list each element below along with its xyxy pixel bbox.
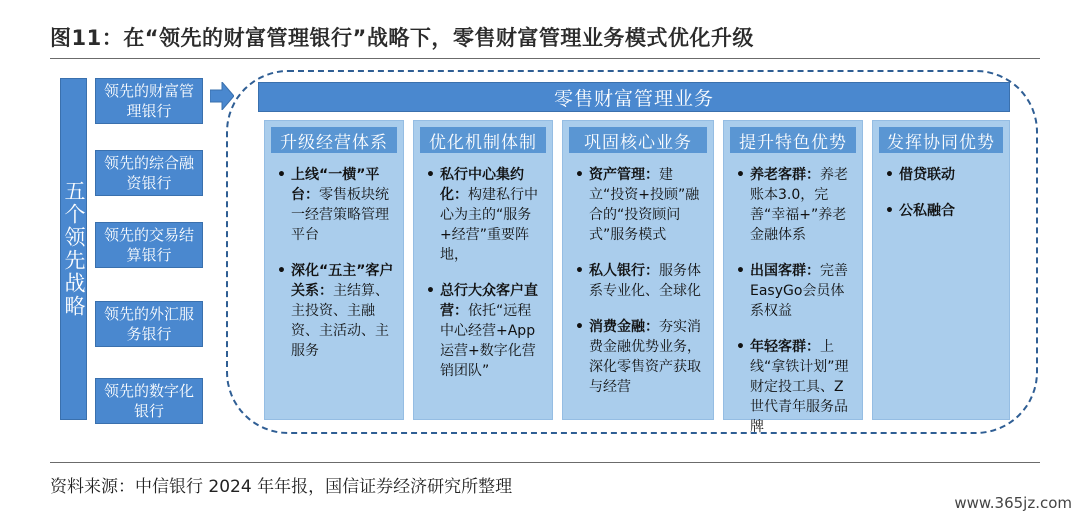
bank-box-financing: 领先的综合融资银行 xyxy=(95,150,203,196)
main-header-bar: 零售财富管理业务 xyxy=(258,82,1010,112)
list-item xyxy=(736,337,854,437)
item-title: 深化“五主”客户关系： xyxy=(291,263,394,299)
list-item xyxy=(426,165,544,265)
item-title: 私人银行： xyxy=(589,263,659,279)
column-synergy-advantage xyxy=(872,120,1010,420)
list-item xyxy=(885,201,1001,221)
item-title: 借贷联动 xyxy=(899,167,955,183)
item-title: 年轻客群： xyxy=(750,339,820,355)
list-item xyxy=(575,261,705,301)
list-item xyxy=(575,317,705,397)
item-text: 服务体系专业化、全球化 xyxy=(589,263,701,299)
list-item xyxy=(736,261,854,321)
column-upgrade-system xyxy=(264,120,404,420)
bank-box-settlement: 领先的交易结算银行 xyxy=(95,222,203,268)
bullet-icon: • xyxy=(575,167,584,183)
bullet-icon: • xyxy=(736,339,745,355)
bullet-icon: • xyxy=(426,283,435,299)
list-item xyxy=(277,165,395,245)
bottom-divider xyxy=(50,462,1040,463)
top-divider xyxy=(50,58,1040,59)
bullet-icon: • xyxy=(885,203,894,219)
column-core-business xyxy=(562,120,714,420)
item-text: 零售板块统一经营策略管理平台 xyxy=(291,187,389,243)
item-title: 总行大众客户直营： xyxy=(440,283,538,319)
five-strategies-label: 五个领先战略 xyxy=(62,180,86,318)
source-note: 资料来源：中信银行 2024 年年报，国信证券经济研究所整理 xyxy=(50,477,513,497)
list-item xyxy=(426,281,544,381)
bullet-icon: • xyxy=(277,167,286,183)
bullet-icon: • xyxy=(736,263,745,279)
list-item xyxy=(885,165,1001,185)
bullet-icon: • xyxy=(277,263,286,279)
item-text: 养老账本3.0，完善“幸福+”养老金融体系 xyxy=(750,167,848,243)
item-title: 公私融合 xyxy=(899,203,955,219)
item-text: 夯实消费金融优势业务，深化零售资产获取与经营 xyxy=(589,319,701,395)
bullet-icon: • xyxy=(885,167,894,183)
bank-box-wealth: 领先的财富管理银行 xyxy=(95,78,203,124)
item-text: 上线“拿铁计划”理财定投工具、Z世代青年服务品牌 xyxy=(750,339,849,435)
bullet-icon: • xyxy=(426,167,435,183)
column-header: 优化机制体制 xyxy=(420,127,546,153)
list-item xyxy=(736,165,854,245)
item-title: 消费金融： xyxy=(589,319,659,335)
item-text: 依托“远程中心经营+App运营+数字化营销团队” xyxy=(440,303,536,379)
column-header: 发挥协同优势 xyxy=(879,127,1003,153)
column-optimize-mechanism xyxy=(413,120,553,420)
column-featured-advantage xyxy=(723,120,863,435)
item-title: 资产管理： xyxy=(589,167,659,183)
bank-box-fx: 领先的外汇服务银行 xyxy=(95,301,203,347)
figure-title: 图11：在“领先的财富管理银行”战略下，零售财富管理业务模式优化升级 xyxy=(50,26,754,50)
list-item xyxy=(575,165,705,245)
item-text: 完善EasyGo会员体系权益 xyxy=(750,263,848,319)
item-text: 主结算、主投资、主融资、主活动、主服务 xyxy=(291,283,389,359)
bullet-icon: • xyxy=(575,263,584,279)
column-header: 巩固核心业务 xyxy=(569,127,707,153)
bullet-icon: • xyxy=(736,167,745,183)
bullet-icon: • xyxy=(575,319,584,335)
watermark: www.365jz.com xyxy=(954,494,1072,512)
item-title: 出国客群： xyxy=(750,263,820,279)
list-item xyxy=(277,261,395,361)
item-title: 上线“一横”平台： xyxy=(291,167,380,203)
column-header: 提升特色优势 xyxy=(730,127,856,153)
five-strategies-bar xyxy=(60,78,87,420)
item-text: 构建私行中心为主的“服务+经营”重要阵地， xyxy=(440,187,538,263)
bank-box-digital: 领先的数字化银行 xyxy=(95,378,203,424)
column-header: 升级经营体系 xyxy=(271,127,397,153)
item-text: 建立“投资+投顾”融合的“投资顾问式”服务模式 xyxy=(589,167,700,243)
item-title: 养老客群： xyxy=(750,167,820,183)
item-title: 私行中心集约化： xyxy=(440,167,524,203)
